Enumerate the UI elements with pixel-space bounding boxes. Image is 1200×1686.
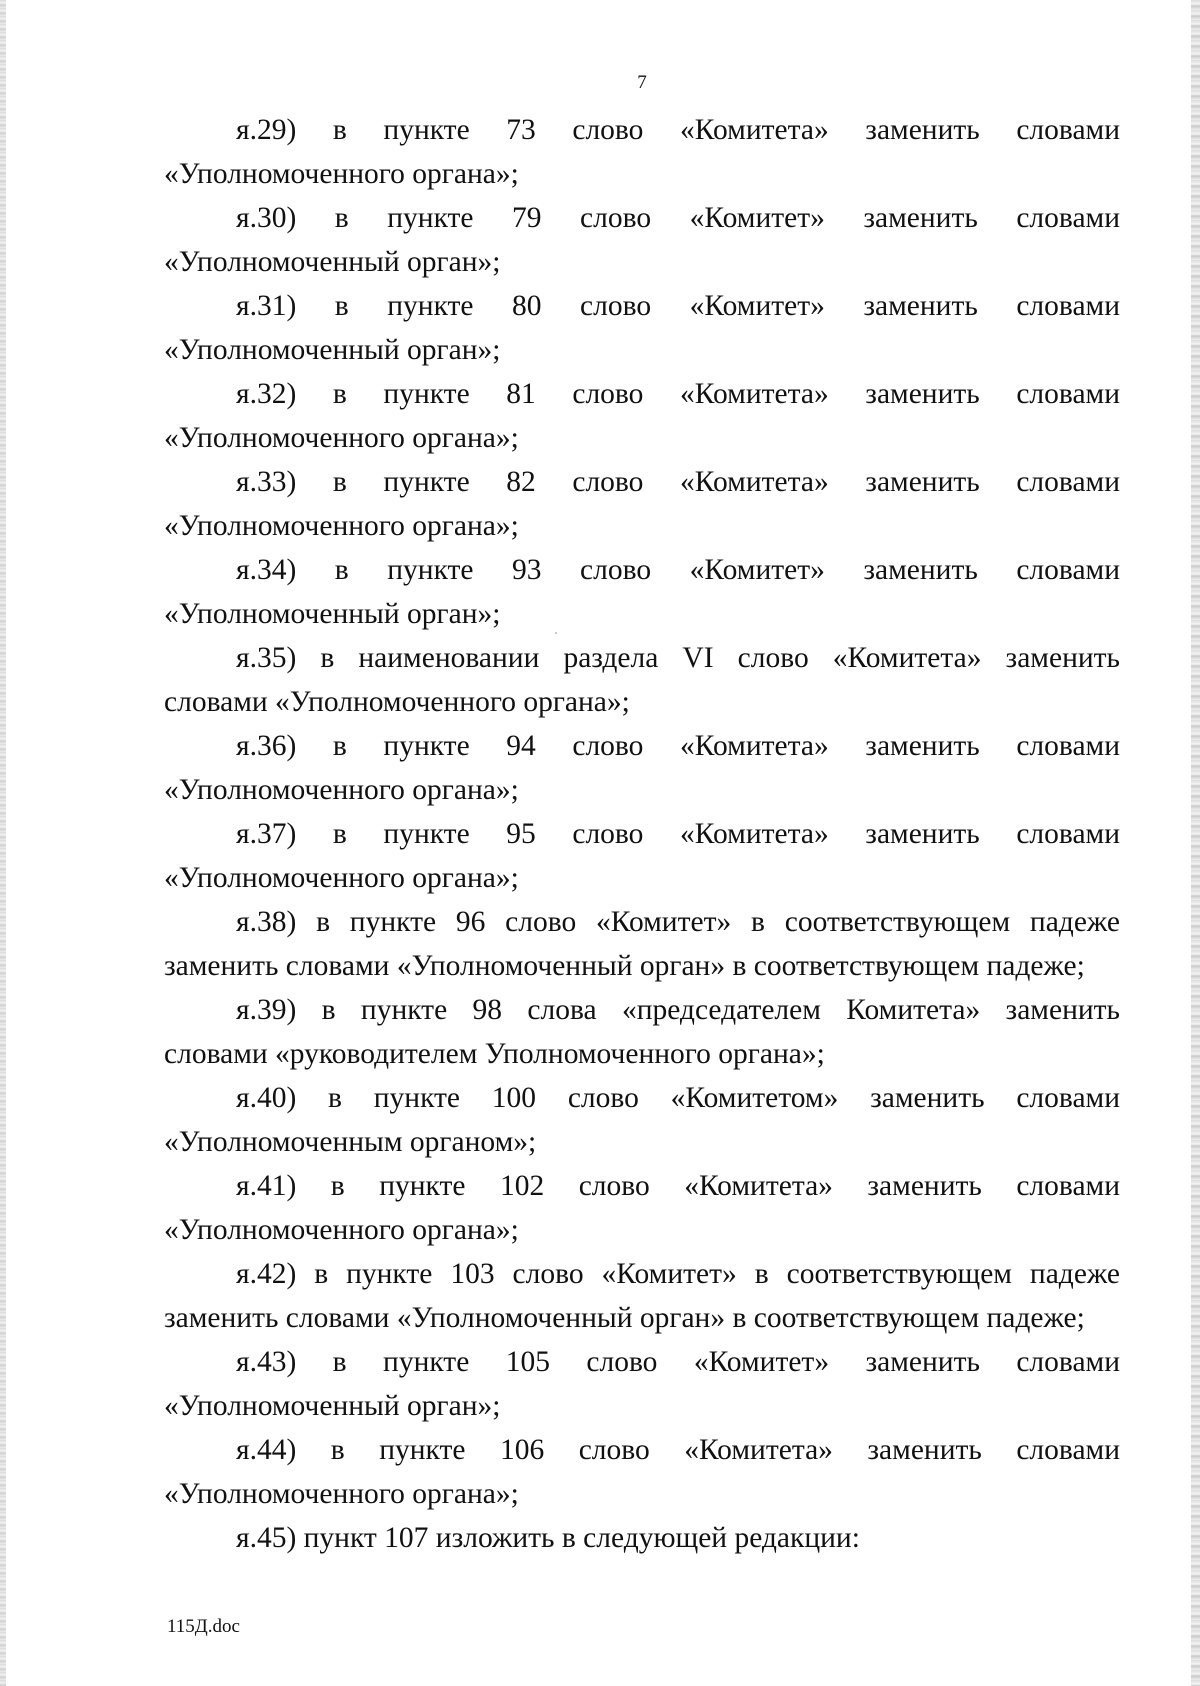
amendment-line: я.36) в пункте 94 слово «Комитета» заменить словами xyxy=(236,730,1120,762)
amendment-line: я.38) в пункте 96 слово «Комитет» в соответствующем падеже xyxy=(236,906,1120,938)
amendment-continuation: «Уполномоченного органа»; xyxy=(164,158,519,190)
amendment-item xyxy=(164,1164,1120,1252)
amendment-line: я.42) в пункте 103 слово «Комитет» в соответствующем падеже xyxy=(236,1258,1120,1290)
amendment-continuation: «Уполномоченный орган»; xyxy=(164,246,501,278)
amendment-line: я.35) в наименовании раздела VI слово «Комитета» заменить xyxy=(236,642,1120,674)
amendment-continuation: «Уполномоченного органа»; xyxy=(164,510,519,542)
amendment-item xyxy=(164,1252,1120,1340)
amendment-item xyxy=(164,988,1120,1076)
amendment-continuation: словами «руководителем Уполномоченного органа»; xyxy=(164,1038,825,1070)
amendment-line: я.33) в пункте 82 слово «Комитета» заменить словами xyxy=(236,466,1120,498)
amendment-continuation: «Уполномоченный орган»; xyxy=(164,1390,501,1422)
amendment-line-last: я.45) пункт 107 изложить в следующей редакции: xyxy=(236,1522,860,1554)
amendment-line: я.40) в пункте 100 слово «Комитетом» заменить словами xyxy=(236,1082,1120,1114)
amendment-item xyxy=(164,196,1120,284)
amendment-line: я.44) в пункте 106 слово «Комитета» заменить словами xyxy=(236,1434,1120,1466)
amendment-line: я.31) в пункте 80 слово «Комитет» заменить словами xyxy=(236,290,1120,322)
scan-edge-right xyxy=(1191,0,1200,1686)
amendment-continuation: «Уполномоченного органа»; xyxy=(164,1214,519,1246)
amendment-item xyxy=(164,636,1120,724)
amendment-line: я.41) в пункте 102 слово «Комитета» заменить словами xyxy=(236,1170,1120,1202)
amendment-continuation: «Уполномоченным органом»; xyxy=(164,1126,537,1158)
amendment-item xyxy=(164,284,1120,372)
amendment-continuation: заменить словами «Уполномоченный орган» в соответствующем падеже; xyxy=(164,950,1085,982)
amendment-item xyxy=(164,1516,1120,1560)
amendment-item xyxy=(164,1076,1120,1164)
amendment-item xyxy=(164,1340,1120,1428)
amendment-line: я.43) в пункте 105 слово «Комитет» заменить словами xyxy=(236,1346,1120,1378)
amendment-continuation: «Уполномоченный орган»; xyxy=(164,598,501,630)
amendment-continuation: «Уполномоченного органа»; xyxy=(164,422,519,454)
amendment-line: я.30) в пункте 79 слово «Комитет» заменить словами xyxy=(236,202,1120,234)
amendment-continuation: «Уполномоченного органа»; xyxy=(164,1478,519,1510)
amendment-continuation: «Уполномоченный орган»; xyxy=(164,334,501,366)
amendment-item xyxy=(164,108,1120,196)
amendment-continuation: заменить словами «Уполномоченный орган» в соответствующем падеже; xyxy=(164,1302,1085,1334)
amendment-item xyxy=(164,548,1120,636)
document-body xyxy=(164,108,1120,1560)
amendment-item xyxy=(164,724,1120,812)
amendment-line: я.34) в пункте 93 слово «Комитет» заменить словами xyxy=(236,554,1120,586)
amendment-item xyxy=(164,900,1120,988)
amendment-continuation: «Уполномоченного органа»; xyxy=(164,774,519,806)
page-number: 7 xyxy=(637,72,647,93)
amendment-item xyxy=(164,460,1120,548)
amendment-continuation: «Уполномоченного органа»; xyxy=(164,862,519,894)
scan-speck xyxy=(555,632,557,634)
amendment-continuation: словами «Уполномоченного органа»; xyxy=(164,686,630,718)
amendment-item xyxy=(164,812,1120,900)
amendment-line: я.37) в пункте 95 слово «Комитета» заменить словами xyxy=(236,818,1120,850)
amendment-line: я.39) в пункте 98 слова «председателем Комитета» заменить xyxy=(236,994,1120,1026)
amendment-line: я.32) в пункте 81 слово «Комитета» заменить словами xyxy=(236,378,1120,410)
scan-edge-left xyxy=(0,0,6,1686)
amendment-line: я.29) в пункте 73 слово «Комитета» заменить словами xyxy=(236,114,1120,146)
amendment-item xyxy=(164,1428,1120,1516)
amendment-item xyxy=(164,372,1120,460)
footer-filename: 115Д.doc xyxy=(167,1616,240,1637)
